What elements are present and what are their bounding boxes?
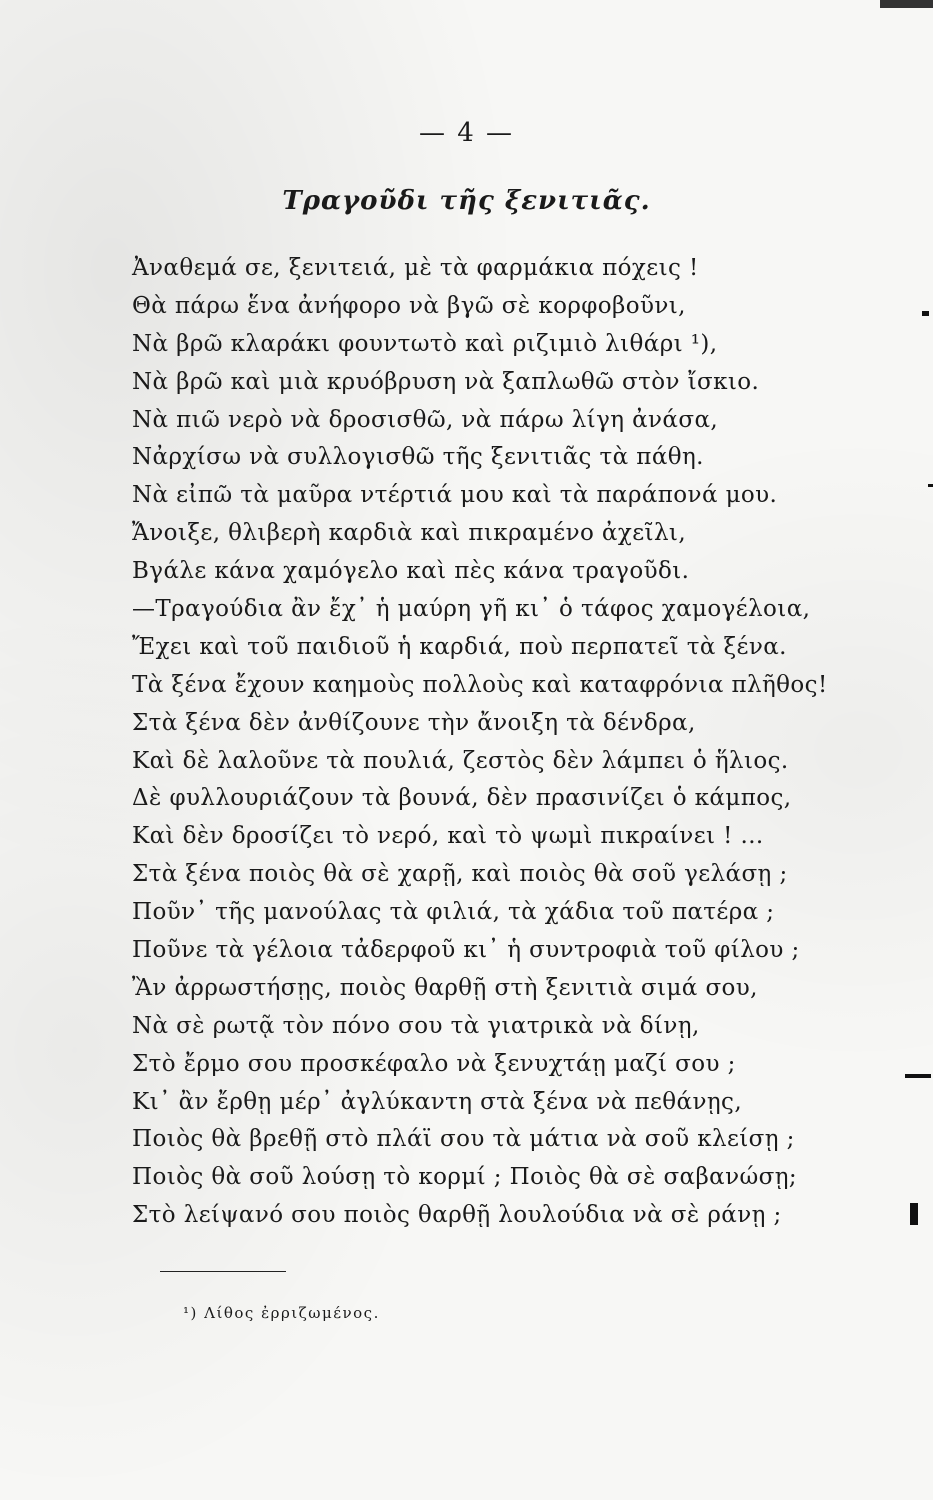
scan-speck [928, 484, 933, 487]
poem-line: Νὰ εἰπῶ τὰ μαῦρα ντέρτιά μου καὶ τὰ παράπονά μου. [132, 482, 778, 509]
poem-line: Ποιὸς θὰ βρεθῇ στὸ πλάϊ σου τὰ μάτια νὰ σοῦ κλείσῃ ; [132, 1126, 795, 1153]
poem-body [132, 250, 892, 1235]
poem-line: Δὲ φυλλουριάζουν τὰ βουνά, δὲν πρασινίζει ὁ κάμπος, [132, 785, 792, 812]
poem-line: Νὰ βρῶ καὶ μιὰ κρυόβρυση νὰ ξαπλωθῶ στὸν ἴσκιο. [132, 368, 760, 395]
poem-line: Νὰ πιῶ νερὸ νὰ δροσισθῶ, νὰ πάρω λίγη ἀνάσα, [132, 406, 719, 433]
scan-speck [910, 1203, 918, 1225]
poem-line: Ἔχει καὶ τοῦ παιδιοῦ ἡ καρδιά, ποὺ περπατεῖ τὰ ξένα. [132, 633, 787, 660]
poem-line: Ποῦν᾽ τῆς μανούλας τὰ φιλιά, τὰ χάδια τοῦ πατέρα ; [132, 899, 775, 926]
poem-line: Καὶ δὲ λαλοῦνε τὰ πουλιά, ζεστὸς δὲν λάμπει ὁ ἥλιος. [132, 747, 789, 774]
poem-title: Τραγοῦδι τῆς ξενιτιᾶς. [282, 186, 651, 216]
poem-line: Τὰ ξένα ἔχουν καημοὺς πολλοὺς καὶ καταφρόνια πλῆθος! [132, 671, 828, 698]
poem-line: Στὰ ξένα δὲν ἀνθίζουνε τὴν ἄνοιξη τὰ δένδρα, [132, 709, 696, 736]
page-number: — 4 — [418, 118, 515, 148]
poem-line: —Τραγούδια ἂν ἔχ᾽ ἡ μαύρη γῆ κι᾽ ὁ τάφος χαμογέλοια, [132, 596, 811, 623]
poem-line: Βγάλε κάνα χαμόγελο καὶ πὲς κάνα τραγοῦδι. [132, 558, 690, 585]
scan-speck [922, 311, 929, 316]
poem-line: Θὰ πάρω ἕνα ἀνήφορο νὰ βγῶ σὲ κορφοβοῦνι, [132, 292, 686, 319]
scan-speck [905, 1074, 931, 1078]
poem-line: Ποῦνε τὰ γέλοια τἀδερφοῦ κι᾽ ἡ συντροφιὰ τοῦ φίλου ; [132, 937, 800, 964]
poem-line: Κι᾽ ἂν ἔρθῃ μέρ᾽ ἀγλύκαντη στὰ ξένα νὰ πεθάνῃς, [132, 1088, 743, 1115]
poem-line: Νἀρχίσω νὰ συλλογισθῶ τῆς ξενιτιᾶς τὰ πάθη. [132, 444, 704, 471]
poem-line: Ἂν ἀρρωστήσῃς, ποιὸς θαρθῇ στὴ ξενιτιὰ σιμά σου, [132, 974, 758, 1001]
poem-line: Ἀναθεμά σε, ξενιτειά, μὲ τὰ φαρμάκια πόχεις ! [132, 255, 699, 281]
poem-line: Καὶ δὲν δροσίζει τὸ νερό, καὶ τὸ ψωμὶ πικραίνει ! ... [132, 823, 764, 850]
poem-line: Ποιὸς θὰ σοῦ λούσῃ τὸ κορμί ; Ποιὸς θὰ σὲ σαβανώσῃ; [132, 1164, 798, 1191]
footnote: ¹) Λίθος ἐρριζωμένος. [183, 1304, 380, 1322]
poem-line: Στὸ ἔρμο σου προσκέφαλο νὰ ξενυχτάῃ μαζί σου ; [132, 1050, 736, 1077]
poem-line: Στὰ ξένα ποιὸς θὰ σὲ χαρῇ, καὶ ποιὸς θὰ σοῦ γελάσῃ ; [132, 861, 788, 888]
poem-line: Στὸ λείψανό σου ποιὸς θαρθῇ λουλούδια νὰ σὲ ράνῃ ; [132, 1202, 782, 1229]
scan-speck [880, 0, 933, 8]
poem-line: Ἄνοιξε, θλιβερὴ καρδιὰ καὶ πικραμένο ἀχεῖλι, [132, 520, 687, 547]
footnote-divider [160, 1271, 286, 1272]
poem-line: Νὰ βρῶ κλαράκι φουντωτὸ καὶ ριζιμιὸ λιθάρι ¹), [132, 330, 718, 357]
poem-line: Νὰ σὲ ρωτᾷ τὸν πόνο σου τὰ γιατρικὰ νὰ δίνῃ, [132, 1012, 700, 1039]
